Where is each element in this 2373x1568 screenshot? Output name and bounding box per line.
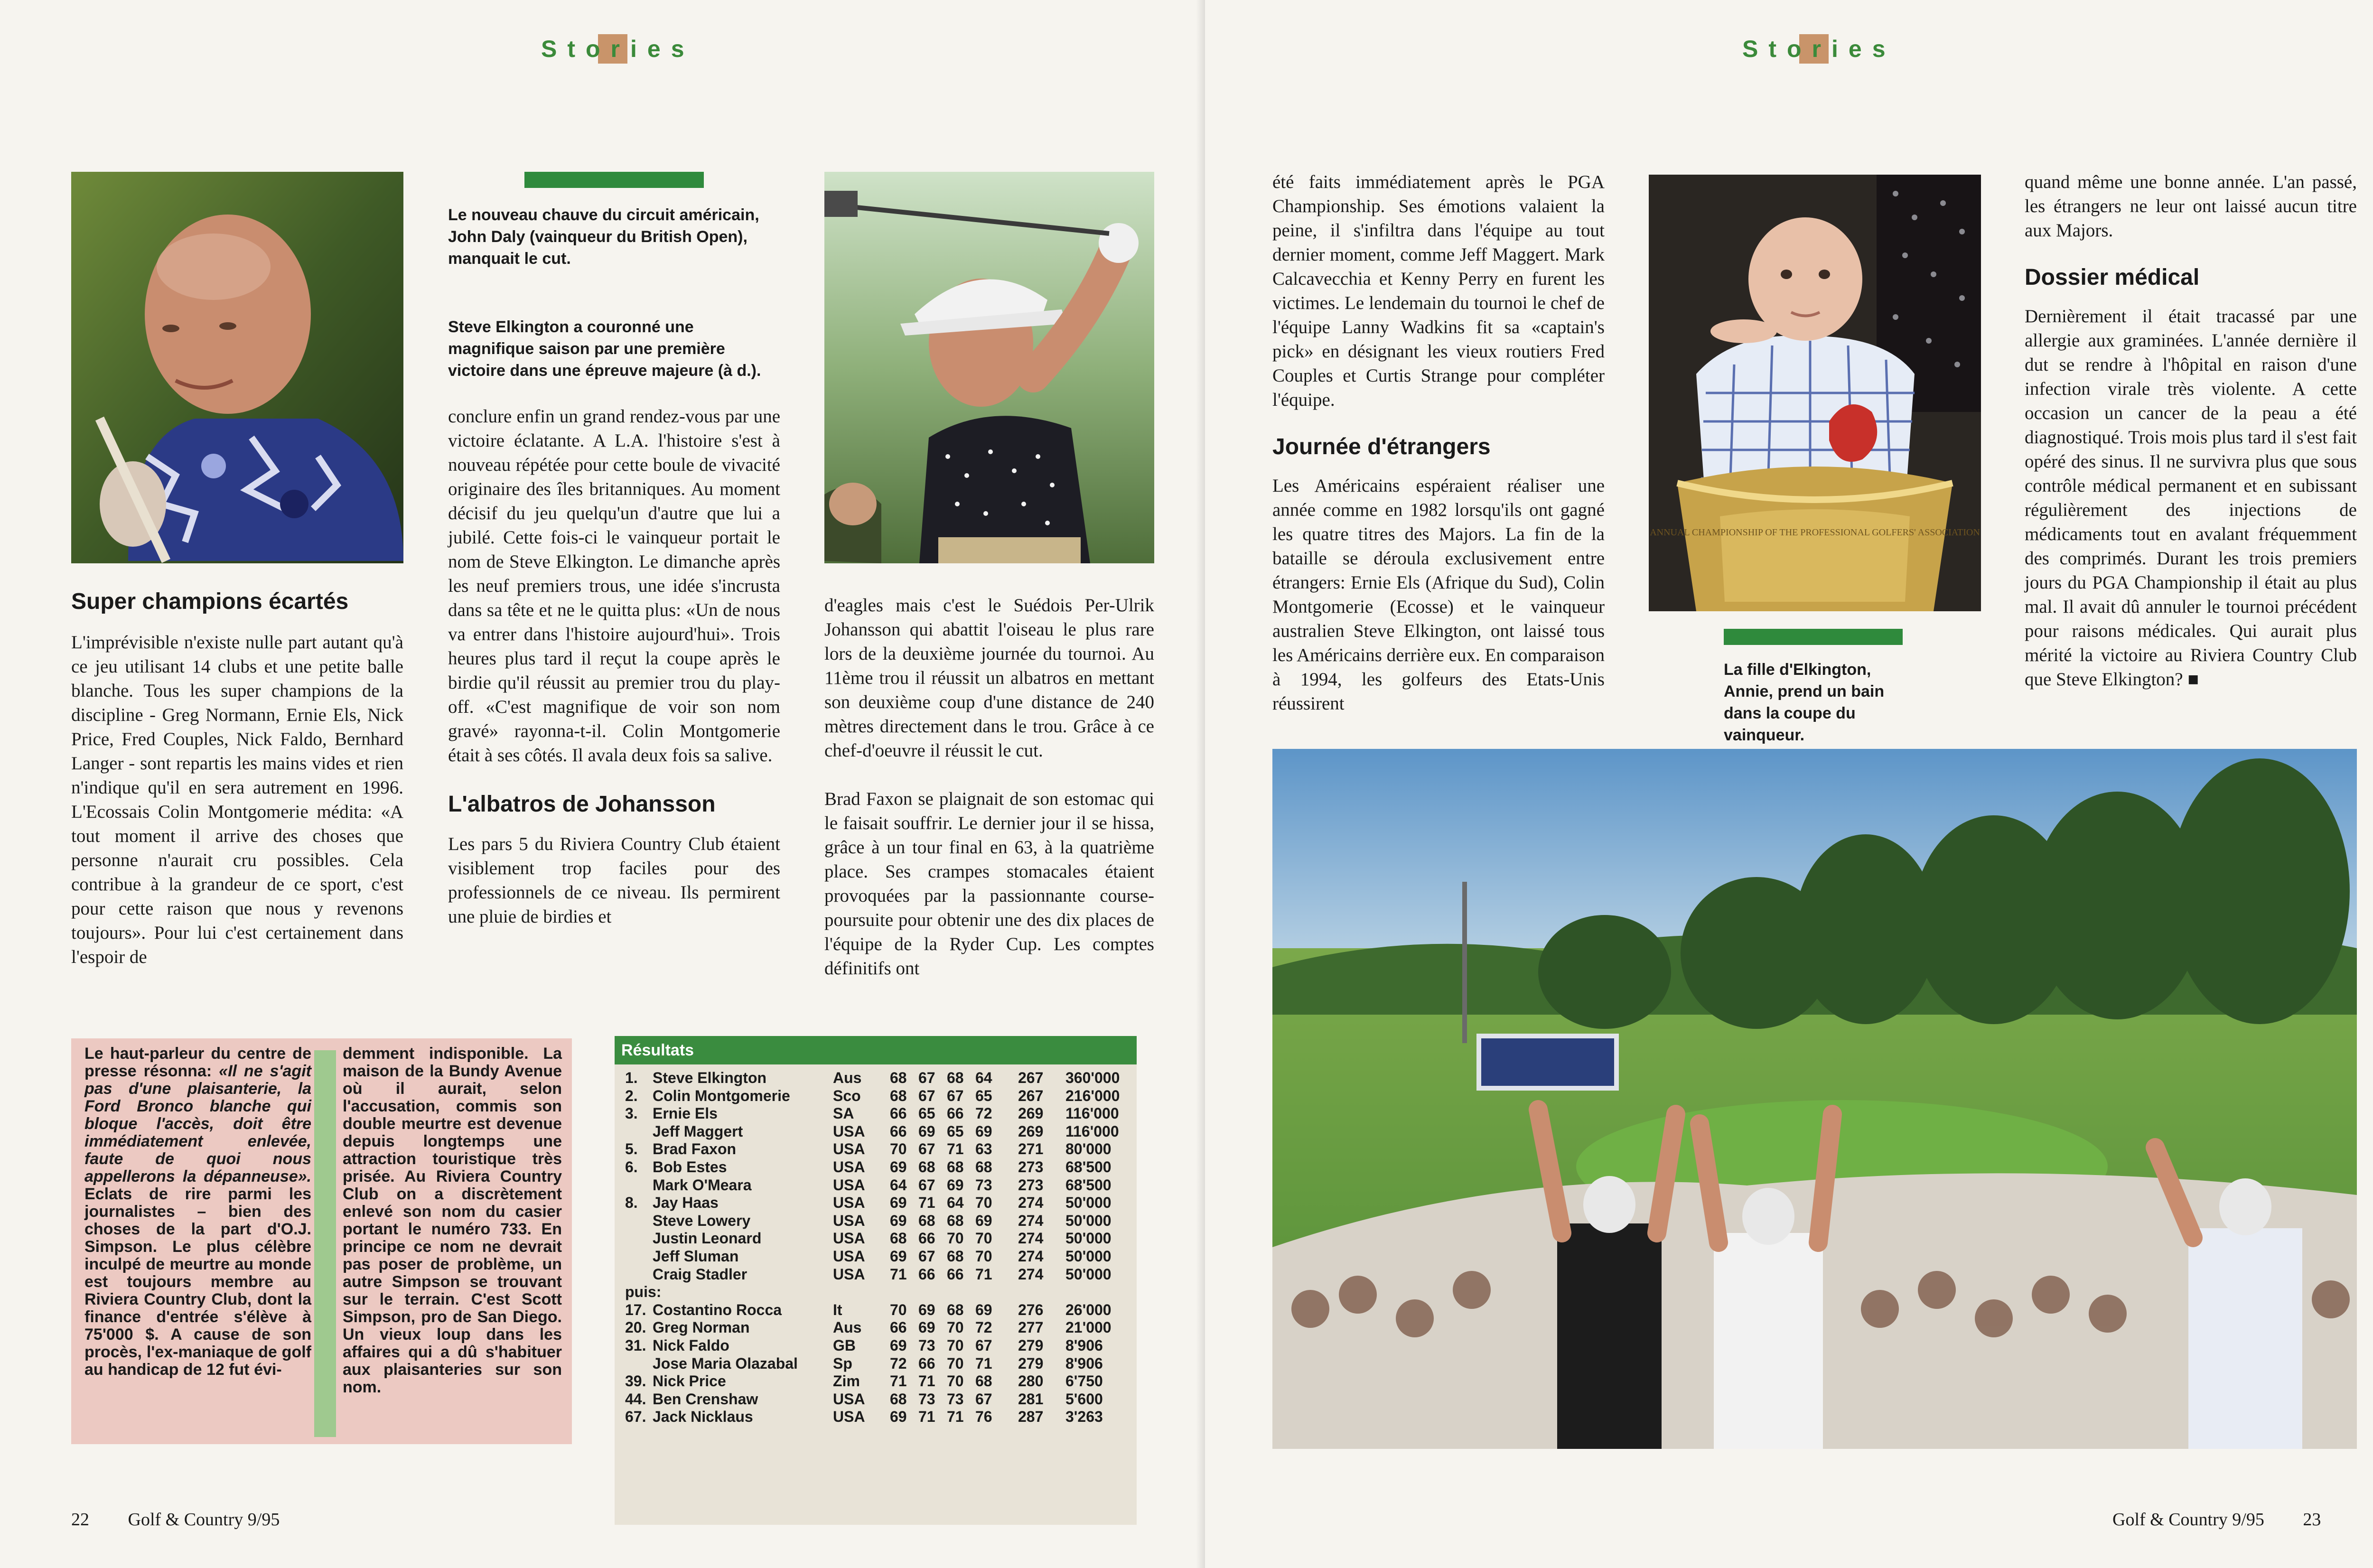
results-cell-r1: 70 <box>890 1301 907 1318</box>
results-cell-name: Jay Haas <box>653 1194 719 1212</box>
photo-steve-elkington-swing <box>824 172 1154 563</box>
results-cell-prize: 50'000 <box>1065 1212 1112 1229</box>
results-cell-prize: 216'000 <box>1065 1087 1120 1104</box>
results-cell-nat: SA <box>833 1105 854 1122</box>
results-cell-tot: 274 <box>1018 1212 1044 1229</box>
results-cell-r2: 67 <box>918 1176 935 1194</box>
section-header-label: Stories <box>541 36 695 62</box>
sidebar-column-2 <box>343 1045 562 1396</box>
results-cell-r3: 70 <box>947 1372 964 1390</box>
results-cell-r4: 68 <box>975 1158 992 1176</box>
left-column-1 <box>71 588 403 969</box>
left-column-3-text: d'eagles mais c'est le Suédois Per-Ulrik Johansson qui abattit l'oiseau le plus rare lors de la deuxième journée du tournoi. Au 11ème trou il réussit un albatros en mettant son deuxième coup d'une distance de 240 mètres directement dans le trou. Grâce à ce chef-d'oeuvre il réussit le cut. <box>824 595 1154 761</box>
results-cell-r2: 71 <box>918 1408 935 1426</box>
results-cell-r4: 72 <box>975 1319 992 1336</box>
sidebar-simpson <box>71 1038 572 1444</box>
caption-accent-bar <box>524 172 704 188</box>
results-cell-pos: puis: <box>625 1283 662 1301</box>
results-cell-nat: Zim <box>833 1372 860 1390</box>
results-cell-r3: 69 <box>947 1176 964 1194</box>
results-row <box>615 1087 1137 1105</box>
results-title: Résultats <box>615 1036 1137 1064</box>
results-cell-prize: 3'263 <box>1065 1408 1103 1426</box>
results-cell-tot: 281 <box>1018 1390 1044 1408</box>
results-cell-name: Brad Faxon <box>653 1140 737 1158</box>
results-cell-prize: 8'906 <box>1065 1337 1103 1354</box>
right-column-1-text: été faits immédiatement après le PGA Championship. Ses émotions valaient la peine, il s'infiltra dans l'équipe au tout dernier moment, comme Jeff Maggert. Mark Calcavecchia et Kenny Perry en furent les victimes. Le lendemain du tournoi le chef de l'équipe Lanny Wadkins fit sa «captain's pick» en désignant les vieux routiers Fred Couples et Curtis Strange pour compléter l'équipe. <box>1272 172 1605 410</box>
results-cell-r3: 67 <box>947 1087 964 1104</box>
results-cell-nat: USA <box>833 1122 865 1140</box>
results-cell-r1: 69 <box>890 1408 907 1426</box>
results-cell-r3: 70 <box>947 1354 964 1372</box>
results-cell-r2: 71 <box>918 1194 935 1212</box>
results-cell-r4: 63 <box>975 1140 992 1158</box>
results-cell-r4: 64 <box>975 1069 992 1086</box>
results-cell-name: Ben Crenshaw <box>653 1390 758 1408</box>
results-cell-tot: 277 <box>1018 1319 1044 1336</box>
results-cell-name: Jack Nicklaus <box>653 1408 753 1426</box>
right-column-1 <box>1272 170 1605 716</box>
folio-right <box>2112 1509 2321 1530</box>
results-cell-r3: 70 <box>947 1319 964 1336</box>
results-cell-prize: 26'000 <box>1065 1301 1112 1318</box>
results-cell-prize: 50'000 <box>1065 1248 1112 1265</box>
results-cell-r1: 72 <box>890 1354 907 1372</box>
results-cell-prize: 80'000 <box>1065 1140 1112 1158</box>
results-cell-pos: 8. <box>625 1194 638 1212</box>
results-cell-pos: 3. <box>625 1105 638 1122</box>
results-cell-tot: 279 <box>1018 1337 1044 1354</box>
results-cell-r2: 68 <box>918 1158 935 1176</box>
results-row <box>615 1283 1137 1301</box>
trophy-engraving: ANNUAL CHAMPIONSHIP OF THE PROFESSIONAL GOLFERS' ASSOCIATION <box>1650 527 1980 538</box>
results-cell-r1: 66 <box>890 1122 907 1140</box>
results-cell-r3: 70 <box>947 1230 964 1247</box>
results-cell-tot: 274 <box>1018 1194 1044 1212</box>
results-cell-name: Jeff Maggert <box>653 1122 743 1140</box>
results-cell-r3: 68 <box>947 1301 964 1318</box>
results-cell-r4: 68 <box>975 1372 992 1390</box>
results-cell-nat: USA <box>833 1194 865 1212</box>
results-cell-r2: 73 <box>918 1390 935 1408</box>
right-page <box>1205 0 2373 1568</box>
results-cell-r4: 67 <box>975 1390 992 1408</box>
results-cell-r1: 69 <box>890 1212 907 1229</box>
results-cell-tot: 271 <box>1018 1140 1044 1158</box>
caption-john-daly <box>448 204 780 270</box>
photo-baby-trophy <box>1649 175 1981 611</box>
results-cell-name: Justin Leonard <box>653 1230 762 1247</box>
section-header <box>541 32 695 65</box>
results-cell-r1: 68 <box>890 1230 907 1247</box>
results-cell-r3: 73 <box>947 1390 964 1408</box>
results-cell-nat: USA <box>833 1248 865 1265</box>
results-cell-name: Jeff Sluman <box>653 1248 739 1265</box>
results-cell-nat: USA <box>833 1212 865 1229</box>
results-cell-prize: 68'500 <box>1065 1158 1112 1176</box>
results-row <box>615 1408 1137 1426</box>
heading-dossier-medical: Dossier médical <box>2025 265 2200 290</box>
results-cell-nat: It <box>833 1301 842 1318</box>
results-cell-pos: 31. <box>625 1337 646 1354</box>
results-cell-r4: 73 <box>975 1176 992 1194</box>
results-cell-prize: 8'906 <box>1065 1354 1103 1372</box>
results-cell-r1: 64 <box>890 1176 907 1194</box>
results-cell-name: Craig Stadler <box>653 1265 747 1283</box>
heading-journee-etrangers: Journée d'étrangers <box>1272 434 1491 459</box>
results-cell-nat: USA <box>833 1140 865 1158</box>
results-cell-prize: 116'000 <box>1065 1105 1119 1122</box>
sidebar-column-1 <box>84 1045 311 1379</box>
results-cell-name: Costantino Rocca <box>653 1301 782 1318</box>
results-cell-nat: Aus <box>833 1319 862 1336</box>
results-table <box>615 1036 1137 1525</box>
results-cell-tot: 274 <box>1018 1265 1044 1283</box>
results-cell-pos: 20. <box>625 1319 646 1336</box>
results-cell-pos: 6. <box>625 1158 638 1176</box>
results-cell-name: Bob Estes <box>653 1158 727 1176</box>
results-cell-r1: 68 <box>890 1390 907 1408</box>
results-cell-nat: Sco <box>833 1087 861 1104</box>
results-cell-prize: 50'000 <box>1065 1194 1112 1212</box>
results-cell-r3: 68 <box>947 1069 964 1086</box>
section-header-right <box>1742 32 1896 65</box>
results-cell-r3: 68 <box>947 1158 964 1176</box>
results-cell-r4: 69 <box>975 1301 992 1318</box>
results-cell-r1: 69 <box>890 1248 907 1265</box>
left-column-2 <box>448 404 780 929</box>
results-cell-r4: 69 <box>975 1122 992 1140</box>
results-cell-r1: 69 <box>890 1337 907 1354</box>
caption-elkington-text: Steve Elkington a couronné une magnifique saison par une première victoire dans une épreuve majeure (à d.). <box>448 318 761 380</box>
sidebar-intro: Le haut-parleur du centre de presse résonna: <box>84 1045 311 1080</box>
results-cell-r4: 71 <box>975 1354 992 1372</box>
results-body <box>615 1064 1137 1525</box>
results-cell-r2: 73 <box>918 1337 935 1354</box>
results-cell-pos: 67. <box>625 1408 646 1426</box>
results-row <box>615 1319 1137 1336</box>
results-row <box>615 1337 1137 1354</box>
results-cell-tot: 279 <box>1018 1354 1044 1372</box>
results-cell-nat: USA <box>833 1408 865 1426</box>
results-cell-r1: 69 <box>890 1194 907 1212</box>
results-cell-r3: 71 <box>947 1140 964 1158</box>
results-cell-nat: Aus <box>833 1069 862 1086</box>
results-cell-r4: 69 <box>975 1212 992 1229</box>
results-cell-tot: 269 <box>1018 1122 1044 1140</box>
results-cell-r4: 70 <box>975 1248 992 1265</box>
results-cell-r4: 67 <box>975 1337 992 1354</box>
results-cell-prize: 50'000 <box>1065 1265 1112 1283</box>
results-row <box>615 1123 1137 1140</box>
results-cell-tot: 274 <box>1018 1248 1044 1265</box>
results-cell-nat: Sp <box>833 1354 852 1372</box>
results-cell-nat: USA <box>833 1230 865 1247</box>
caption-john-daly-text: Le nouveau chauve du circuit américain, John Daly (vainqueur du British Open), manquait le cut. <box>448 206 759 268</box>
results-cell-r2: 68 <box>918 1212 935 1229</box>
caption-elkington <box>448 316 780 382</box>
results-cell-prize: 5'600 <box>1065 1390 1103 1408</box>
results-cell-r3: 68 <box>947 1248 964 1265</box>
results-cell-nat: USA <box>833 1158 865 1176</box>
results-cell-r4: 65 <box>975 1087 992 1104</box>
results-cell-r3: 68 <box>947 1212 964 1229</box>
results-cell-r2: 66 <box>918 1230 935 1247</box>
results-cell-r2: 69 <box>918 1122 935 1140</box>
results-cell-r1: 71 <box>890 1372 907 1390</box>
results-cell-prize: 21'000 <box>1065 1319 1112 1336</box>
results-cell-r2: 71 <box>918 1372 935 1390</box>
results-cell-prize: 116'000 <box>1065 1122 1119 1140</box>
results-cell-r3: 64 <box>947 1194 964 1212</box>
caption-baby <box>1724 659 1923 746</box>
results-cell-r4: 72 <box>975 1105 992 1122</box>
heading-super-champions: Super champions écartés <box>71 589 349 614</box>
results-cell-r2: 67 <box>918 1248 935 1265</box>
right-column-3-text-b: Dernièrement il était tracassé par une allergie aux graminées. L'année dernière il dut se rendre à l'hôpital en raison d'une infection virale très violente. A cette occasion un cancer de la peau a été diagnostiqué. Trois mois plus tard il s'est fait opéré des sinus. Il ne survivra plus que sous contrôle médical permanent et en subissant régulièrement des injections de médicaments tout en avalant fréquemment des comprimés. Durant les trois premiers jours du PGA Championship il était au plus mal. Il avait dû annuler le tournoi précédent pour raisons médicales. Qui aurait plus mérité la victoire au Riviera Country Club que Steve Elkington? ■ <box>2025 306 2357 690</box>
results-cell-name: Mark O'Meara <box>653 1176 752 1194</box>
results-cell-prize: 6'750 <box>1065 1372 1103 1390</box>
results-cell-r2: 67 <box>918 1069 935 1086</box>
results-cell-r2: 67 <box>918 1140 935 1158</box>
results-cell-name: Jose Maria Olazabal <box>653 1354 798 1372</box>
page-number-right: 23 <box>2303 1510 2321 1530</box>
results-cell-r3: 66 <box>947 1265 964 1283</box>
results-cell-tot: 267 <box>1018 1087 1044 1104</box>
results-row <box>615 1212 1137 1230</box>
results-cell-name: Steve Elkington <box>653 1069 767 1086</box>
results-cell-name: Nick Price <box>653 1372 726 1390</box>
sidebar-body: Eclats de rire parmi les journalistes – bien des choses de la part d'O.J. Simpson. Le plus célèbre inculpé de meurtre au monde est toujours membre au Riviera Country Club, dont la finance d'entrée s'élève à 75'000 $. A cause de son procès, l'ex-maniaque de golf au handicap de 12 fut évi- <box>84 1185 311 1379</box>
results-row <box>615 1391 1137 1408</box>
results-cell-name: Nick Faldo <box>653 1337 729 1354</box>
sidebar-quote: «Il ne s'agit pas d'une plaisanterie, la Ford Bronco blanche qui bloque l'accès, doit être immédiatement enlevée, faute de quoi nous appellerons la dépanneuse». <box>84 1062 311 1185</box>
results-cell-prize: 50'000 <box>1065 1230 1112 1247</box>
results-cell-name: Steve Lowery <box>653 1212 751 1229</box>
results-row <box>615 1158 1137 1176</box>
left-column-3-text-b: Brad Faxon se plaignait de son estomac qui le faisait souffrir. Le dernier jour il se hissa, grâce à un tour final en 63, à la quatrième place. Ses crampes stomacales étaient provoquées par la passionnante course-poursuite pour obtenir une des dix places de l'équipe de la Ryder Cup. Les comptes définitifs ont <box>824 789 1154 979</box>
folio-left <box>71 1509 280 1530</box>
results-cell-r1: 66 <box>890 1319 907 1336</box>
caption-baby-text: La fille d'Elkington, Annie, prend un bain dans la coupe du vainqueur. <box>1724 661 1885 744</box>
photo-john-daly <box>71 172 403 563</box>
page-number-left: 22 <box>71 1510 89 1530</box>
results-cell-nat: GB <box>833 1337 856 1354</box>
results-cell-r2: 66 <box>918 1354 935 1372</box>
end-mark-icon: ■ <box>2187 669 2199 690</box>
left-column-3 <box>824 593 1154 980</box>
results-cell-r1: 66 <box>890 1105 907 1122</box>
results-cell-prize: 68'500 <box>1065 1176 1112 1194</box>
results-cell-tot: 273 <box>1018 1176 1044 1194</box>
results-row <box>615 1069 1137 1087</box>
results-cell-name: Ernie Els <box>653 1105 718 1122</box>
sidebar-body-2: demment indisponible. La maison de la Bundy Avenue où il aurait, selon l'accusation, commis son double meurtre est devenue depuis longtemps une attraction touristique très prisée. Au Riviera Country Club on a discrètement enlevé son nom du casier portant le numéro 733. En principe ce nom ne devrait pas poser de problème, un autre Simpson se trouvant sur le terrain. C'est Scott Simpson, pro de San Diego. Un vieux loup dans les affaires qui a dû s'habituer aux plaisanteries sur son nom. <box>343 1045 562 1396</box>
results-row <box>615 1176 1137 1194</box>
results-cell-pos: 44. <box>625 1390 646 1408</box>
results-row <box>615 1301 1137 1319</box>
results-cell-r3: 70 <box>947 1337 964 1354</box>
results-cell-tot: 269 <box>1018 1105 1044 1122</box>
results-cell-tot: 273 <box>1018 1158 1044 1176</box>
results-cell-r3: 66 <box>947 1105 964 1122</box>
results-row <box>615 1105 1137 1122</box>
right-column-1-text-b: Les Américains espéraient réaliser une année comme en 1982 lorsqu'ils ont gagné les quatre titres des Majors. La fin de la bataille se déroula exclusivement entre étrangers: Ernie Els (Afrique du Sud), Colin Montgomerie (Ecosse) et le vainqueur australien Steve Elkington, ont laissé tous les Américains derrière eux. En comparaison à 1994, les golfeurs des Etats-Unis réussirent <box>1272 476 1605 714</box>
results-cell-r1: 69 <box>890 1158 907 1176</box>
results-cell-r1: 70 <box>890 1140 907 1158</box>
results-cell-pos: 17. <box>625 1301 646 1318</box>
results-cell-r4: 76 <box>975 1408 992 1426</box>
results-cell-r4: 70 <box>975 1194 992 1212</box>
results-cell-r2: 65 <box>918 1105 935 1122</box>
magazine-issue-right: Golf & Country 9/95 <box>2112 1510 2264 1530</box>
photo-crowd-celebration <box>1272 749 2357 1449</box>
results-cell-r2: 69 <box>918 1319 935 1336</box>
results-cell-r4: 71 <box>975 1265 992 1283</box>
results-cell-pos: 2. <box>625 1087 638 1104</box>
results-cell-tot: 274 <box>1018 1230 1044 1247</box>
results-cell-prize: 360'000 <box>1065 1069 1120 1086</box>
results-cell-r1: 68 <box>890 1069 907 1086</box>
right-column-3-text: quand même une bonne année. L'an passé, les étrangers ne leur ont laissé aucun titre aux Majors. <box>2025 172 2357 241</box>
left-column-1-text: L'imprévisible n'existe nulle part autant qu'à ce jeu utilisant 14 clubs et une petite balle blanche. Tous les super champions de la discipline - Greg Normann, Ernie Els, Nick Price, Fred Couples, Nick Faldo, Bernhard Langer - sont repartis les mains vides et rien n'indique qu'il en sera autrement en 1996. L'Ecossais Colin Montgomerie médita: «A tout moment il arrive des choses que personne n'aurait cru possibles. Cela contribue à la grandeur de ce sport, c'est pour cette raison que nous y revenons toujours». Pour lui c'est certainement dans l'espoir de <box>71 632 403 967</box>
results-cell-r1: 68 <box>890 1087 907 1104</box>
results-cell-name: Greg Norman <box>653 1319 750 1336</box>
results-row <box>615 1355 1137 1372</box>
left-column-2-text: conclure enfin un grand rendez-vous par une victoire éclatante. A L.A. l'histoire s'est à nouveau répétée pour cette boule de vivacité originaire des îles britanniques. Au moment décisif du jeu quelqu'un d'autre que lui a jubilé. Cette fois-ci le vainqueur portait le nom de Steve Elkington. Le dimanche après les neuf premiers trous, une idée s'incrusta dans sa tête et ne le quitta plus: «Un de nous va entrer dans l'histoire aujourd'hui». Trois heures plus tard il reçut la coupe après le birdie qu'il réussit au premier trou du play-off. «C'est magnifique de voir son nom gravé» rayonna-t-il. Colin Montgomerie était à ses côtés. Il avala deux fois sa salive. <box>448 406 780 765</box>
results-cell-tot: 280 <box>1018 1372 1044 1390</box>
results-cell-nat: USA <box>833 1176 865 1194</box>
results-cell-tot: 276 <box>1018 1301 1044 1318</box>
results-cell-r2: 66 <box>918 1265 935 1283</box>
results-cell-r4: 70 <box>975 1230 992 1247</box>
results-cell-r3: 71 <box>947 1408 964 1426</box>
heading-albatros: L'albatros de Johansson <box>448 792 716 817</box>
results-row <box>615 1140 1137 1158</box>
results-cell-r2: 67 <box>918 1087 935 1104</box>
results-cell-tot: 267 <box>1018 1069 1044 1086</box>
caption-accent-bar-right <box>1724 629 1903 645</box>
results-cell-name: Colin Montgomerie <box>653 1087 790 1104</box>
results-row <box>615 1248 1137 1265</box>
results-cell-nat: USA <box>833 1390 865 1408</box>
results-cell-pos: 39. <box>625 1372 646 1390</box>
results-cell-r2: 69 <box>918 1301 935 1318</box>
magazine-issue-left: Golf & Country 9/95 <box>128 1510 280 1530</box>
results-cell-pos: 1. <box>625 1069 638 1086</box>
results-row <box>615 1194 1137 1212</box>
left-column-2-text-b: Les pars 5 du Riviera Country Club étaient visiblement trop faciles pour des professionnels de ce niveau. Ils permirent une pluie de birdies et <box>448 834 780 927</box>
sidebar-green-strip <box>314 1050 336 1437</box>
results-cell-nat: USA <box>833 1265 865 1283</box>
results-cell-r1: 71 <box>890 1265 907 1283</box>
results-row <box>615 1230 1137 1247</box>
results-row <box>615 1372 1137 1390</box>
results-cell-pos: 5. <box>625 1140 638 1158</box>
right-column-3 <box>2025 170 2357 691</box>
results-cell-r3: 65 <box>947 1122 964 1140</box>
results-row <box>615 1266 1137 1283</box>
results-cell-tot: 287 <box>1018 1408 1044 1426</box>
section-header-label-right: Stories <box>1742 36 1896 62</box>
